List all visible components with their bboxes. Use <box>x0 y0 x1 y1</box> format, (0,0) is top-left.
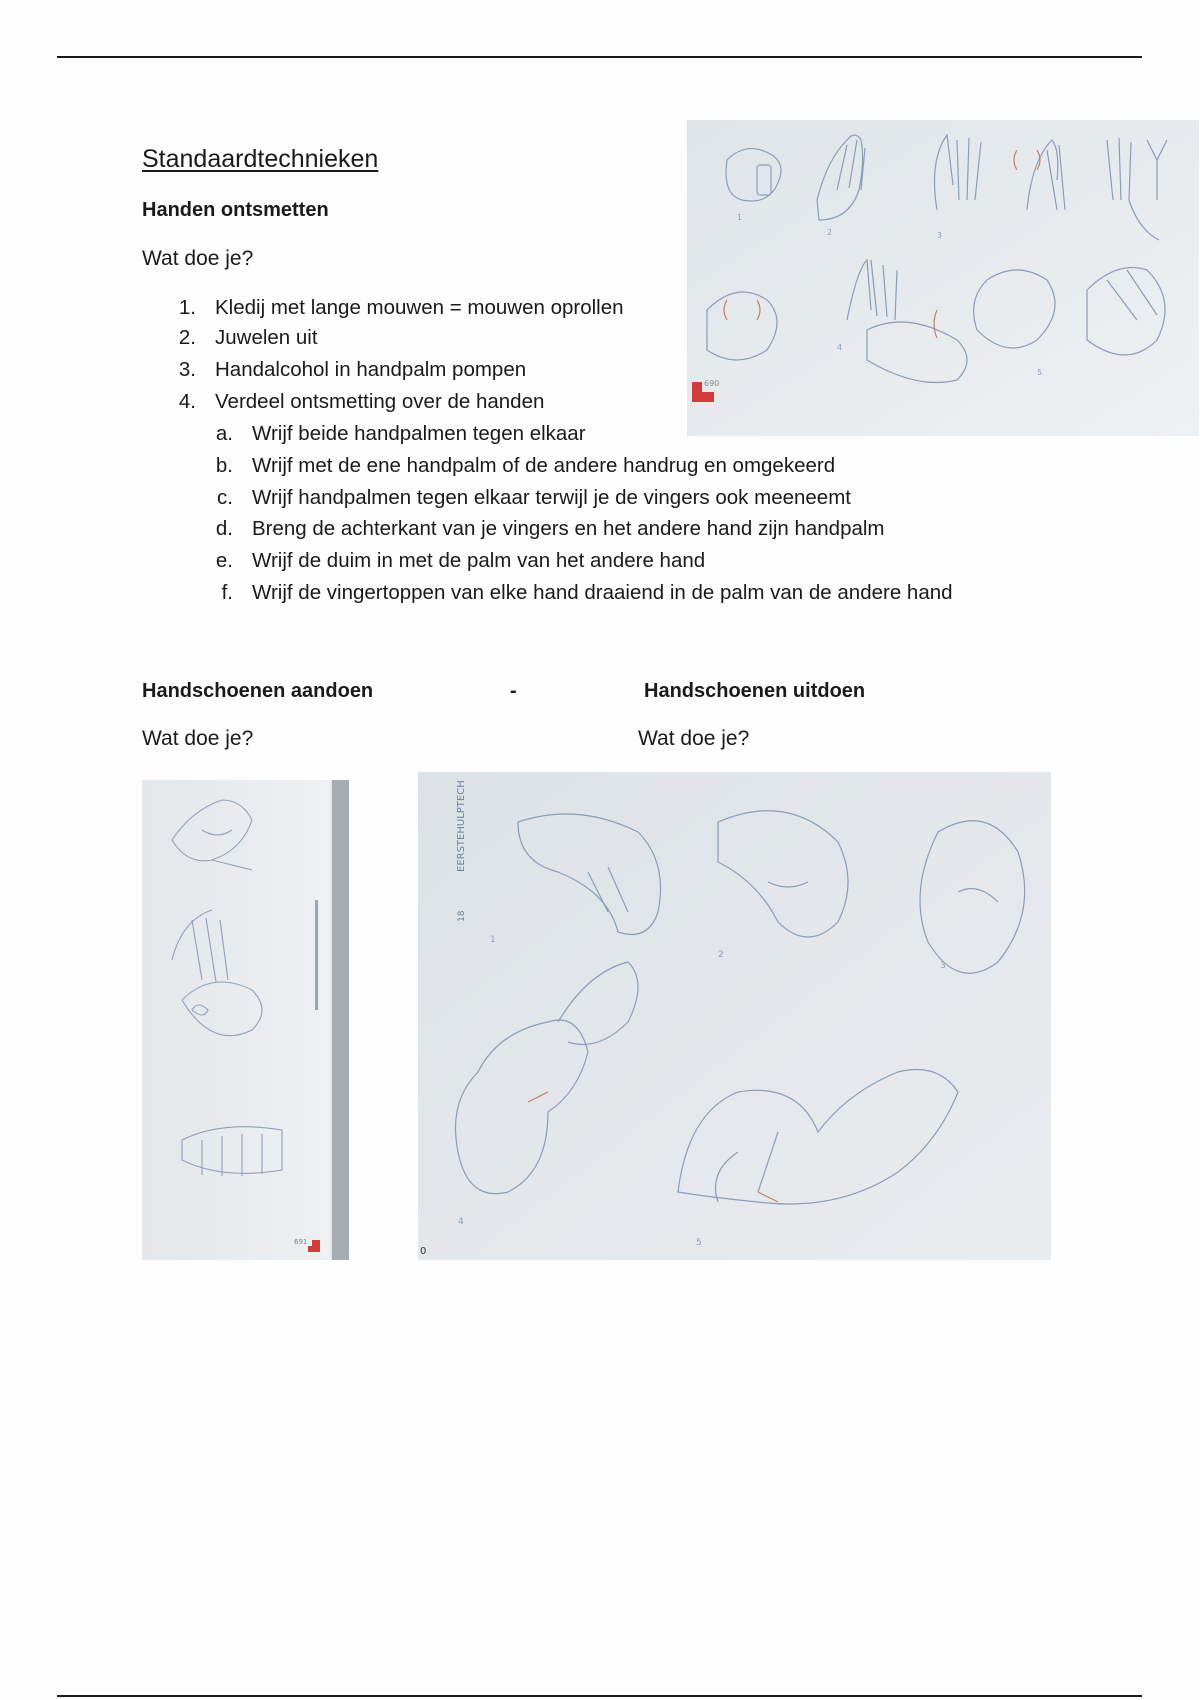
photo-corner-number: 0 <box>420 1246 427 1257</box>
photo-step-number: 4 <box>837 343 843 352</box>
page-title: Standaardtechnieken <box>142 145 379 173</box>
list-marker: e. <box>215 549 233 572</box>
photo-step-number: 1 <box>737 213 743 222</box>
list-text: Breng de achterkant van je vingers en het andere hand zijn handpalm <box>252 517 885 540</box>
photo-page-number: 690 <box>704 379 720 388</box>
photo-step-number: 5 <box>1037 368 1043 377</box>
section-heading-disinfect: Handen ontsmetten <box>142 199 329 221</box>
list-text: Wrijf de duim in met de palm van het andere hand <box>252 549 706 572</box>
question-gloves-off: Wat doe je? <box>638 727 750 750</box>
list-text: Wrijf de vingertoppen van elke hand draaiend in de palm van de andere hand <box>252 581 953 604</box>
book-page-number: 18 <box>457 910 467 922</box>
list-text: Verdeel ontsmetting over de handen <box>215 390 545 413</box>
photo-step-number: 2 <box>718 950 724 960</box>
photo-step-number: 4 <box>458 1217 464 1227</box>
list-text: Handalcohol in handpalm pompen <box>215 358 527 381</box>
list-text: Juwelen uit <box>215 326 318 349</box>
section-heading-gloves-off: Handschoenen uitdoen <box>644 680 866 702</box>
list-text: Wrijf beide handpalmen tegen elkaar <box>252 422 586 445</box>
list-marker: 3. <box>178 358 196 381</box>
list-marker: 2. <box>178 326 196 349</box>
photo-step-number: 2 <box>827 228 833 237</box>
list-marker: 4. <box>178 390 196 413</box>
list-text: Wrijf met de ene handpalm of de andere handrug en omgekeerd <box>252 454 836 477</box>
photo-step-number: 1 <box>490 935 496 945</box>
list-marker: b. <box>215 454 233 477</box>
list-marker: c. <box>217 486 233 509</box>
list-marker: a. <box>215 422 233 445</box>
photo-step-number: 3 <box>937 231 943 240</box>
list-text: Kledij met lange mouwen = mouwen oprollen <box>215 296 624 319</box>
book-running-header: EERSTEHULPTECH <box>456 780 467 872</box>
section-heading-gloves-on: Handschoenen aandoen <box>142 680 374 702</box>
list-text: Wrijf handpalmen tegen elkaar terwijl je de vingers ook meeneemt <box>252 486 851 509</box>
gloves-on-photo <box>142 780 349 1260</box>
photo-step-number: 5 <box>696 1238 702 1248</box>
list-marker: 1. <box>178 296 196 319</box>
bottom-rule <box>57 1695 1142 1697</box>
top-rule <box>57 56 1142 58</box>
question-disinfect: Wat doe je? <box>142 247 254 270</box>
gloves-off-photo <box>418 772 1051 1260</box>
question-gloves-on: Wat doe je? <box>142 727 254 750</box>
list-marker: d. <box>215 517 233 540</box>
photo-step-number: 3 <box>940 961 946 971</box>
list-marker: f. <box>221 581 233 604</box>
heading-separator: - <box>510 680 517 702</box>
hand-disinfection-photo <box>687 120 1199 436</box>
photo-page-number: 691 <box>294 1238 308 1246</box>
